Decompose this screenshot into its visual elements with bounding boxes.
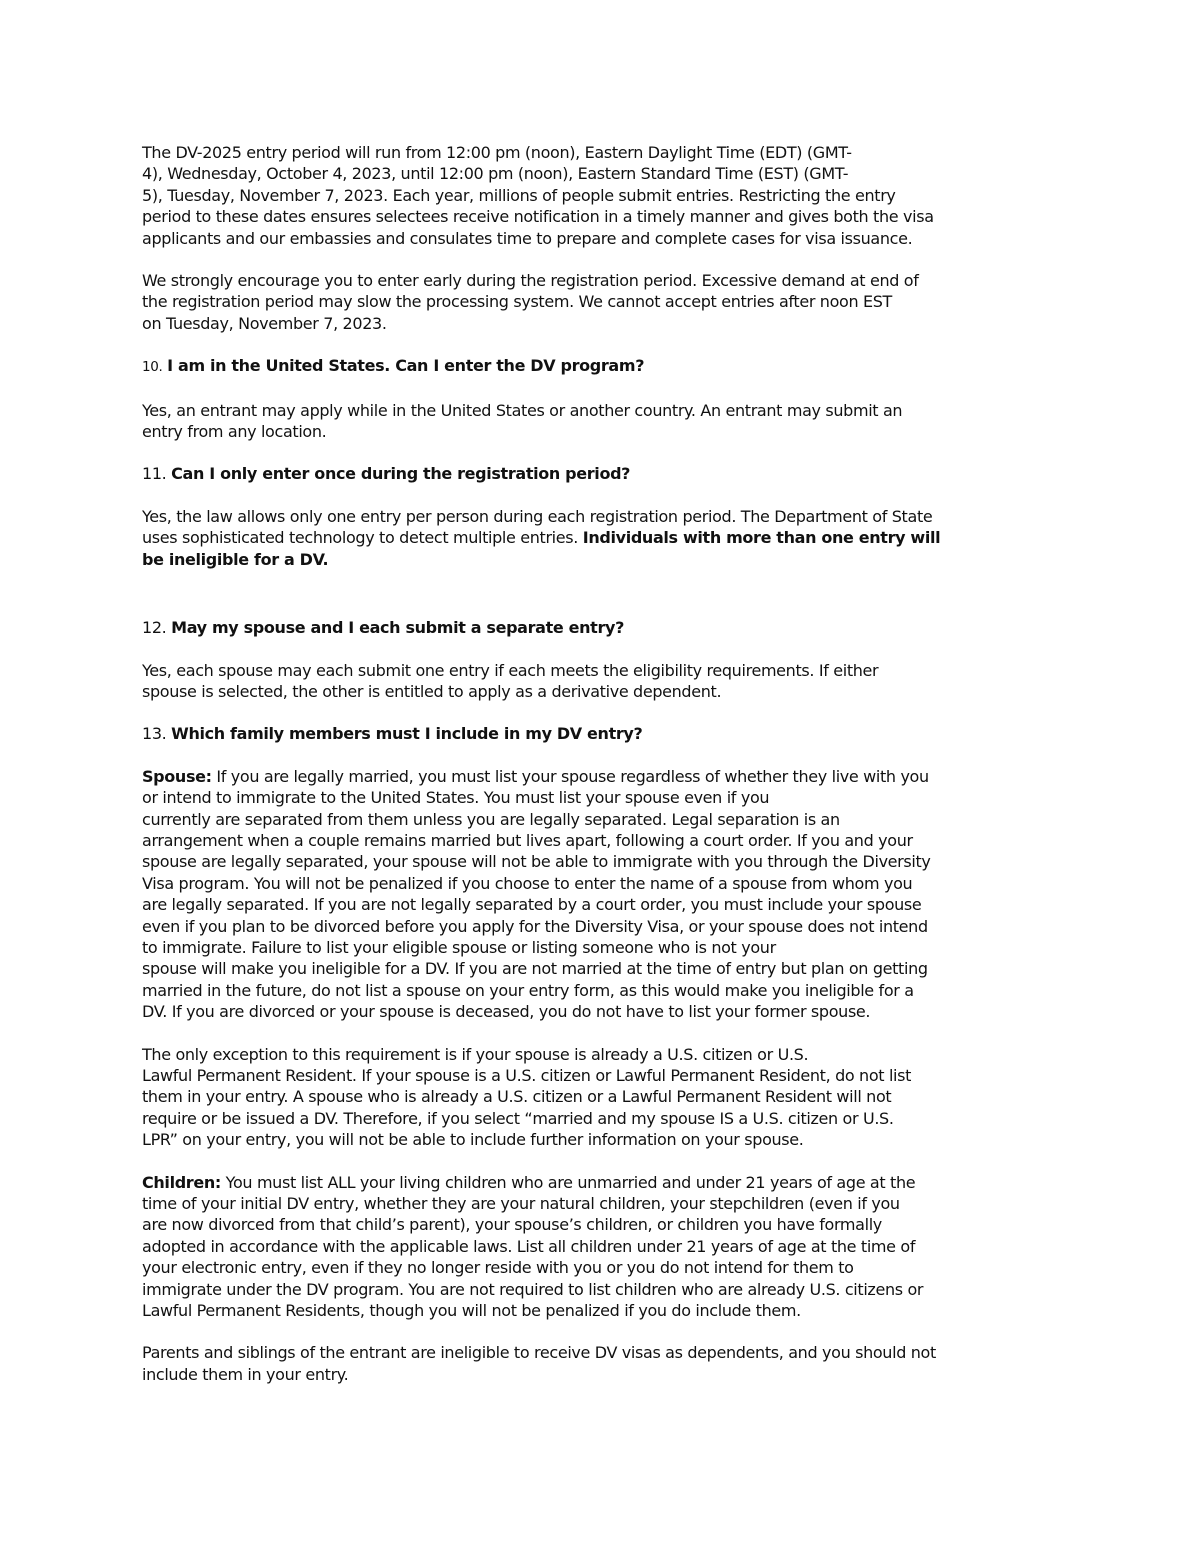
text-line: Parents and siblings of the entrant are ineligible to receive DV visas as dependents, and you should not: [142, 1343, 936, 1363]
text-line: Visa program. You will not be penalized if you choose to enter the name of a spouse from whom you: [142, 873, 913, 893]
text-line: married in the future, do not list a spouse on your entry form, as this would make you ineligible for a: [142, 980, 914, 1000]
text-line: time of your initial DV entry, whether they are your natural children, your stepchildren (even if you: [142, 1194, 900, 1214]
text-line: applicants and our embassies and consulates time to prepare and complete cases for visa issuance.: [142, 228, 913, 248]
text-line: even if you plan to be divorced before you apply for the Diversity Visa, or your spouse does not intend: [142, 916, 928, 936]
text-line: include them in your entry.: [142, 1364, 349, 1384]
text-line: We strongly encourage you to enter early during the registration period. Excessive demand at end of: [142, 271, 919, 291]
text-line: LPR” on your entry, you will not be able to include further information on your spouse.: [142, 1130, 804, 1150]
text-line: are legally separated. If you are not legally separated by a court order, you must include your spouse: [142, 895, 922, 915]
text-line: Yes, an entrant may apply while in the United States or another country. An entrant may submit an: [142, 400, 903, 420]
text-line: require or be issued a DV. Therefore, if you select “married and my spouse IS a U.S. citizen or U.S.: [142, 1108, 894, 1128]
text-line: 4), Wednesday, October 4, 2023, until 12:00 pm (noon), Eastern Standard Time (EST) (GMT-: [142, 164, 849, 184]
children-paragraph: [142, 1172, 1062, 1322]
text-line: adopted in accordance with the applicable laws. List all children under 21 years of age at the time of: [142, 1236, 916, 1256]
entry-period-paragraph: [142, 142, 1062, 249]
text-line: Lawful Permanent Resident. If your spouse is a U.S. citizen or Lawful Permanent Resident, do not list: [142, 1066, 912, 1085]
question-13-heading: [142, 723, 1062, 744]
text-line: The only exception to this requirement is if your spouse is already a U.S. citizen or U.S.: [142, 1044, 809, 1064]
text-segment: If you are legally married, you must list your spouse regardless of whether they live with you: [211, 766, 929, 786]
spouse-label: Spouse:: [142, 766, 212, 786]
question-text: May my spouse and I each submit a separate entry?: [171, 618, 625, 638]
question-12-answer: [142, 660, 1062, 703]
text-line: immigrate under the DV program. You are not required to list children who are already U.S. citizens or: [142, 1279, 924, 1299]
text-line: arrangement when a couple remains married but lives apart, following a court order. If you and your: [142, 830, 913, 850]
bold-warning-text: be ineligible for a DV.: [142, 549, 329, 569]
text-line: spouse are legally separated, your spouse will not be able to immigrate with you through the Diversity: [142, 852, 931, 872]
question-number: 10.: [142, 359, 163, 376]
question-text: Which family members must I include in my DV entry?: [171, 724, 643, 744]
text-line: DV. If you are divorced or your spouse is deceased, you do not have to list your former spouse.: [142, 1002, 871, 1022]
text-line: to immigrate. Failure to list your eligible spouse or listing someone who is not your: [142, 937, 776, 957]
text-line: on Tuesday, November 7, 2023.: [142, 313, 387, 333]
question-text: I am in the United States. Can I enter the DV program?: [167, 356, 645, 376]
text-line: spouse is selected, the other is entitled to apply as a derivative dependent.: [142, 681, 722, 701]
text-segment: You must list ALL your living children who are unmarried and under 21 years of age at the: [220, 1172, 916, 1192]
text-line: period to these dates ensures selectees receive notification in a timely manner and gives both the visa: [142, 207, 934, 227]
text-line: 5), Tuesday, November 7, 2023. Each year, millions of people submit entries. Restricting the entry: [142, 185, 896, 205]
text-line: Yes, each spouse may each submit one entry if each meets the eligibility requirements. If either: [142, 660, 879, 680]
text-line: them in your entry. A spouse who is already a U.S. citizen or a Lawful Permanent Resident will not: [142, 1087, 892, 1107]
text-line: the registration period may slow the processing system. We cannot accept entries after noon EST: [142, 292, 892, 312]
text-segment: uses sophisticated technology to detect multiple entries.: [142, 528, 583, 548]
text-line: entry from any location.: [142, 422, 327, 442]
question-text: Can I only enter once during the registration period?: [171, 464, 631, 484]
text-line: Lawful Permanent Residents, though you will not be penalized if you do include them.: [142, 1301, 801, 1321]
text-line: The DV-2025 entry period will run from 12:00 pm (noon), Eastern Daylight Time (EDT) (GMT-: [142, 143, 852, 162]
parents-siblings-paragraph: [142, 1342, 1062, 1385]
spouse-exception-paragraph: [142, 1044, 1062, 1151]
text-line: your electronic entry, even if they no longer reside with you or you do not intend for them to: [142, 1258, 854, 1278]
document-page: [142, 142, 1062, 1406]
bold-warning-text: Individuals with more than one entry will: [582, 528, 941, 548]
question-10-answer: [142, 400, 1062, 443]
text-line: currently are separated from them unless you are legally separated. Legal separation is an: [142, 809, 840, 829]
text-line: Yes, the law allows only one entry per person during each registration period. The Department of State: [142, 506, 933, 526]
spouse-paragraph: [142, 766, 1062, 1023]
text-line: or intend to immigrate to the United States. You must list your spouse even if you: [142, 788, 770, 808]
question-number: 11.: [142, 464, 167, 484]
text-line: spouse will make you ineligible for a DV. If you are not married at the time of entry but plan on getting: [142, 959, 928, 979]
question-10-heading: [142, 355, 1062, 378]
question-number: 12.: [142, 618, 167, 638]
question-12-heading: [142, 617, 1062, 638]
children-label: Children:: [142, 1172, 221, 1192]
spacer: [142, 591, 1062, 617]
enter-early-paragraph: [142, 270, 1062, 334]
question-11-answer: [142, 506, 1062, 570]
question-11-heading: [142, 463, 1062, 484]
text-line: are now divorced from that child’s parent), your spouse’s children, or children you have formally: [142, 1215, 882, 1235]
question-number: 13.: [142, 724, 167, 744]
